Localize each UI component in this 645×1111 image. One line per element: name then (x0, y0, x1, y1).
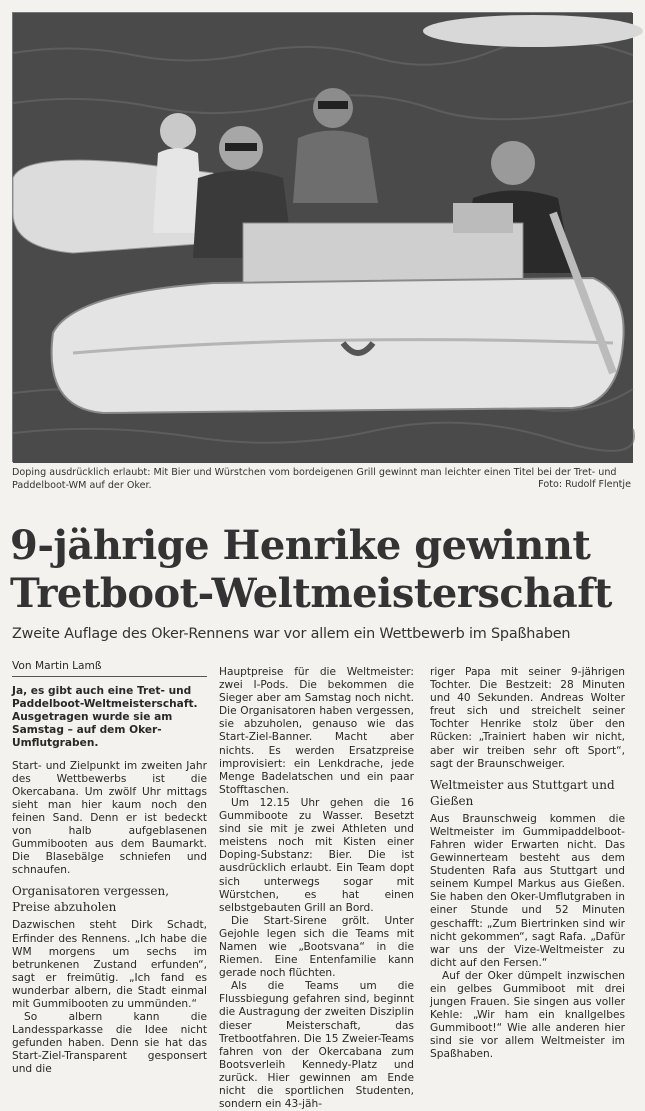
paragraph: So albern kann die Landessparkasse die Idee nicht gefunden haben. Denn sie hat das Start-Ziel-Transparent gesponsert und die (12, 1011, 207, 1076)
author-byline: Von Martin Lamß (12, 660, 207, 677)
column-3 (430, 666, 625, 1062)
paragraph: riger Papa mit seiner 9-jährigen Tochter. Die Bestzeit: 28 Minuten und 40 Sekunden. Andreas Wolter freut sich und streichelt seiner Tochter Henrike stolz über den Rücken: „Trainiert haben wir nicht, aber wir treiben sehr oft Sport“, sagt der Braunschweiger. (430, 666, 625, 770)
photo-credit: Foto: Rudolf Flentje (538, 479, 631, 490)
headline (10, 522, 640, 618)
paragraph: Aus Braunschweig kommen die Weltmeister im Gummipaddelboot-Fahren wider Erwarten nicht. Das Gewinnerteam besteht aus dem Studenten Rafa aus Stuttgart und seinem Kumpel Markus aus Gießen. Sie haben den Oker-Umflutgraben in einer Stunde und 52 Minuten geschafft: „Zum Biertrinken sind wir nicht gekommen“, sagt Rafa. „Dafür war uns der Vize-Weltmeister zu dicht auf den Fersen.“ (430, 812, 625, 969)
paragraph: Hauptpreise für die Weltmeister: zwei I-Pods. Die bekommen die Sieger aber am Samstag noch nicht. Die Organisatoren haben vergessen, sie abzuholen, genauso wie das Start-Ziel-Banner. Macht aber nichts. Es werden Ersatzpreise improvisiert: ein Lenkdrache, jede Menge Badelatschen und ein paar Stofftaschen. (219, 666, 414, 796)
paragraph: Die Start-Sirene grölt. Unter Gejohle legen sich die Teams mit Namen wie „Bootsvana“ in die Riemen. Eine Entenfamilie kann gerade noch flüchten. (219, 914, 414, 980)
paragraph: Auf der Oker dümpelt inzwischen ein gelbes Gummiboot mit drei jungen Frauen. Sie singen aus voller Kehle: „Wir ham ein knallgelbes Gummiboot!“ Wie alle anderen hier sind sie vor allem Weltmeister im Spaßhaben. (430, 969, 625, 1061)
column-2 (219, 666, 414, 1111)
column-1 (12, 660, 207, 1077)
paragraph: Um 12.15 Uhr gehen die 16 Gummiboote zu Wasser. Besetzt sind sie mit je zwei Athleten und meistens noch mit Kisten einer Doping-Substanz: Bier. Die ist ausdrücklich erlaubt. Ein Team dopt sich unterwegs sogar mit Würstchen, es hat einen selbstgebauten Grill an Bord. (219, 796, 414, 914)
paragraph: Als die Teams um die Flussbiegung gefahren sind, beginnt die Austragung der zweiten Disziplin dieser Meisterschaft, das Tretbootfahren. Die 15 Zweier-Teams fahren von der Okercabana zum Bootsverleih Kennedy-Platz und zurück. Hier gewinnen am Ende nicht die sportlichen Studenten, sondern ein 43-jäh- (219, 980, 414, 1111)
headline-line-2: Tretboot-Weltmeisterschaft (10, 570, 612, 617)
photo-illustration (13, 13, 633, 463)
section-subheading: Organisatoren vergessen, Preise abzuholen (12, 884, 170, 915)
article-photo (12, 12, 632, 462)
subheadline: Zweite Auflage des Oker-Rennens war vor allem ein Wettbewerb im Spaßhaben (12, 626, 571, 642)
section-subheading: Weltmeister aus Stuttgart und Gießen (430, 777, 615, 808)
paragraph: Start- und Zielpunkt im zweiten Jahr des Wettbewerbs ist die Okercabana. Um zwölf Uhr mittags sieht man hier kaum noch den feinen Sand. Denn er ist bedeckt von halb aufgeblasenen Gummibooten aus dem Baumarkt. Die Blasebälge schniefen und schnaufen. (12, 759, 207, 877)
lead-paragraph: Ja, es gibt auch eine Tret- und Paddelboot-Weltmeisterschaft. Ausgetragen wurde sie am Samstag – auf dem Oker-Umflutgraben. (12, 685, 198, 750)
paragraph: Dazwischen steht Dirk Schadt, Erfinder des Rennens. „Ich habe die WM morgens um sechs im betrunkenen Zustand erfunden“, sagt er freimütig. „Ich fand es wunderbar albern, die Stadt einmal mit Gummibooten zu ummünden.“ (12, 919, 207, 1010)
headline-line-1: 9-jährige Henrike gewinnt (10, 522, 591, 569)
photo-caption: Doping ausdrücklich erlaubt: Mit Bier und Würstchen vom bordeigenen Grill gewinnt man leichter einen Titel bei der Tret- und Paddelboot-WM auf der Oker. (12, 467, 617, 491)
